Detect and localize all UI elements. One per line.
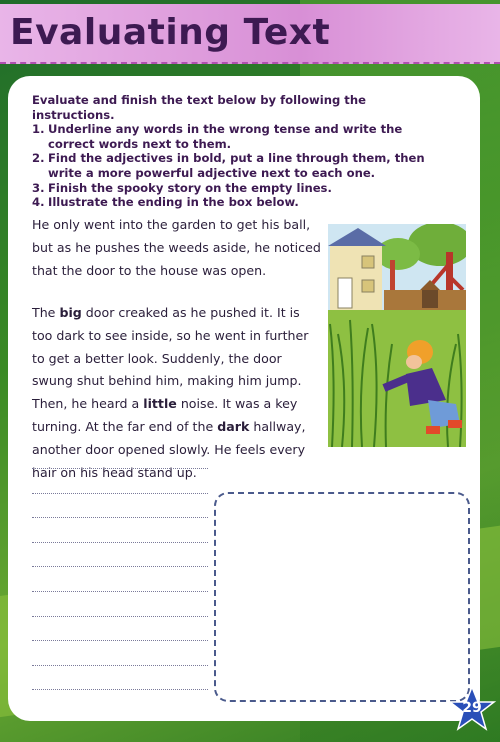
writing-line[interactable] (32, 517, 208, 518)
instruction-item (32, 181, 452, 196)
writing-line[interactable] (32, 566, 208, 567)
story-text: noise. It was a key turning. At the far end of the (32, 396, 298, 434)
instruction-item (32, 122, 452, 151)
writing-line[interactable] (32, 591, 208, 592)
writing-line[interactable] (32, 665, 208, 666)
writing-line[interactable] (32, 616, 208, 617)
story-text: door creaked as he pushed it. It is too dark to see inside, so he went in further to get a better look. Suddenly, the door swung shut behind him, making him jump. Then, he heard a (32, 305, 309, 412)
writing-lines[interactable] (32, 468, 208, 714)
instruction-text: Underline any words in the wrong tense and write the correct words next to them. (48, 122, 403, 151)
instruction-text: Find the adjectives in bold, put a line through them, then write a more powerful adjective next to each one. (48, 151, 425, 180)
instruction-number: 4. (32, 195, 45, 210)
page-title: Evaluating Text (10, 12, 331, 53)
garden-illustration-image (328, 224, 466, 447)
instructions-intro: Evaluate and finish the text below by following the instructions. (32, 93, 366, 122)
page-number: 29 (462, 700, 482, 716)
writing-line[interactable] (32, 689, 208, 690)
title-bar (0, 4, 500, 64)
instruction-number: 3. (32, 180, 45, 195)
writing-line[interactable] (32, 468, 208, 469)
bold-adjective-dark[interactable]: dark (217, 418, 250, 434)
writing-line[interactable] (32, 542, 208, 543)
illustration-box[interactable] (214, 492, 470, 702)
story-text: The (32, 305, 60, 320)
garden-illustration (328, 224, 466, 447)
writing-line[interactable] (32, 493, 208, 494)
instructions (32, 93, 452, 210)
story-paragraph-1: He only went into the garden to get his ball, but as he pushes the weeds aside, he noticed that the door to the house was open. (32, 217, 321, 278)
instruction-number: 2. (32, 151, 45, 166)
instruction-text: Finish the spooky story on the empty lines. (48, 180, 332, 195)
bold-adjective-little[interactable]: little (143, 396, 177, 412)
instruction-item (32, 195, 452, 210)
instruction-list (32, 122, 452, 210)
instruction-number: 1. (32, 122, 45, 137)
bold-adjective-big[interactable]: big (59, 305, 82, 320)
story-text: hallway, another door opened slowly. He feels every hair on his head stand up. (32, 418, 306, 480)
instruction-item (32, 151, 452, 180)
instruction-text: Illustrate the ending in the box below. (48, 195, 299, 210)
story-paragraph-2 (32, 302, 322, 484)
writing-line[interactable] (32, 640, 208, 641)
